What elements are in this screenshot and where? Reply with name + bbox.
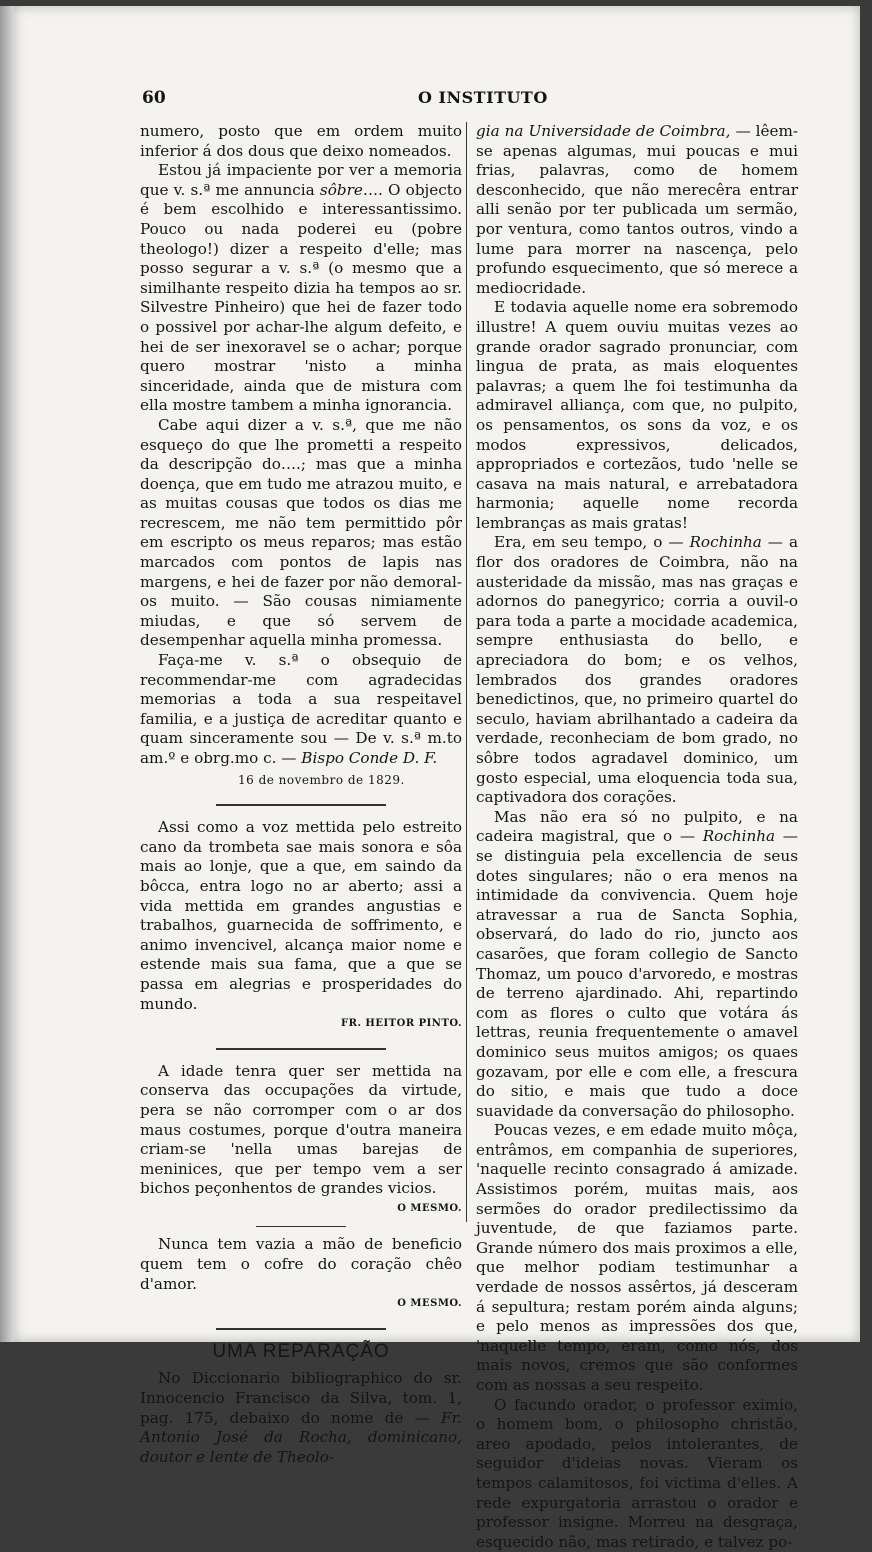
printed-page xyxy=(14,6,860,1551)
book-spine-edge xyxy=(0,6,14,1342)
text-run: Era, em seu tempo, o — xyxy=(494,533,690,552)
italic-run: Fr. Antonio José da Rocha, dominicano, doutor e lente de Theolo- xyxy=(140,1408,462,1466)
paragraph xyxy=(140,161,462,416)
left-column xyxy=(140,122,462,1467)
paragraph xyxy=(476,808,798,1122)
ornamental-rule xyxy=(216,804,386,806)
ornamental-rule xyxy=(216,1048,386,1050)
paragraph: Cabe aqui dizer a v. s.ª, que me não esqueço do que lhe prometti a respeito da descripção do….; mas que a minha doença, que em tudo me atrazou muito, e as muitas cousas que todos os dias me recrescem, me não tem permittido pôr em escripto os meus reparos; mas estão marcados com pontos de lapis nas margens, e hei de fazer por não demoral-os muito. — São cousas nimiamente miudas, e que só servem de desempenhar aquella minha promessa. xyxy=(140,415,462,650)
running-title: O INSTITUTO xyxy=(418,88,548,107)
paragraph: Poucas vezes, e em edade muito môça, entrâmos, em companhia de superiores, 'naquelle recinto consagrado á amizade. Assistimos porém, muitas mais, aos sermões do orador predilectissimo da juventude, de que faziamos parte. Grande número dos mais proximos a elle, que melhor podiam testimunhar a verdade de nossos assêrtos, já desceram á sepultura; restam porém ainda alguns; e pelo menos as impressões dos que, 'naquelle tempo, eram, como nós, dos mais novos, cremos que são conformes com as nossas a seu respeito. xyxy=(476,1121,798,1394)
ornamental-rule xyxy=(216,1328,386,1330)
text-run: — se distinguia pela excellencia de seus dotes singulares; não o era menos na intimidade da convivencia. Quem hoje atravessar a rua de Sancta Sophia, observará, do lado do rio, juncto aos casarões, que foram collegio de Sancto Thomaz, um pouco d'arvoredo, e mostras de terreno ajardinado. Ahi, repartindo com as flores o culto que votára ás lettras, reunia frequentemente o amavel dominico seus muitos amigos; os quaes gozavam, por elle e com elle, a frescura do sitio, e mais que tudo a doce suavidade da conversação do philosopho. xyxy=(476,827,798,1120)
quote-attribution: O MESMO. xyxy=(397,1202,462,1214)
quotation: A idade tenra quer ser mettida na conserva das occupações da virtude, pera se não corromper com o ar dos maus costumes, porque d'outra maneira criam-se 'nella umas barejas de meninices, que per tempo vem a ser bichos peçonhentos de grandes vicios. xyxy=(140,1061,462,1198)
text-run: Mas não era só no pulpito, e na cadeira magistral, que o — xyxy=(476,807,798,846)
right-column xyxy=(476,122,798,1552)
text-run: No Diccionario bibliographico do sr. Innocencio Francisco da Silva, tom. 1, pag. 175, debaixo do nome de — xyxy=(140,1369,462,1427)
paragraph: O facundo orador, o professor eximio, o homem bom, o philosopho christão, areo apodado, pelos intolerantes, de seguidor d'ideias novas. Vieram os tempos calamitosos, foi victima d'elles. A rede expurgatoria arrastou o orador e professor insigne. Morreu na desgraça, esquecido não, mas retirado, e talvez po- xyxy=(476,1395,798,1551)
paragraph: numero, posto que em ordem muito inferior á dos dous que deixo nomeados. xyxy=(140,122,462,160)
text-run: Estou já impaciente por ver a memoria que v. s.ª me annuncia xyxy=(140,161,462,199)
italic-run: Rochinha xyxy=(702,827,776,846)
paragraph xyxy=(140,1369,462,1467)
quote-attribution: FR. HEITOR PINTO. xyxy=(341,1018,462,1030)
column-divider xyxy=(466,122,467,1222)
italic-run: gia na Universidade de Coimbra, xyxy=(476,122,731,140)
section-heading: UMA REPARAÇÃO xyxy=(212,1340,390,1362)
text-run: — a flor dos oradores de Coimbra, não na austeridade da missão, mas nas graças e adornos do panegyrico; corria a ouvil-o para toda a parte a mocidade academica, sempre enthusiasta do bello, e apreciadora do bom; e os velhos, lembrados dos grandes oradores benedictinos, que, no primeiro quartel do seculo, haviam abrilhantado a cadeira da verdade, reconheciam de bom grado, no sôbre todos agradavel dominico, um gosto especial, uma eloquencia toda sua, captivadora dos corações. xyxy=(476,533,798,807)
quotation: Nunca tem vazia a mão de beneficio quem tem o cofre do coração chêo d'amor. xyxy=(140,1235,462,1293)
letter-date: 16 de novembro de 1829. xyxy=(238,772,405,787)
short-rule xyxy=(256,1226,346,1227)
paragraph xyxy=(476,533,798,807)
quote-attribution: O MESMO. xyxy=(397,1298,462,1310)
page-number: 60 xyxy=(142,88,166,108)
quotation: Assi como a voz mettida pelo estreito cano da trombeta sae mais sonora e sôa mais ao lonje, que a que, em saindo da bôcca, entra logo no ar aberto; assi a vida mettida em grandes angustias e trabalhos, guarnecida de soffrimento, e animo invencivel, alcança maior nome e estende mais sua fama, que a que se passa em alegrias e prosperidades do mundo. xyxy=(140,818,462,1013)
paragraph xyxy=(140,651,462,769)
paragraph xyxy=(476,122,798,298)
text-run: — lêem-se apenas algumas, mui poucas e mui frias, palavras, como de homem desconhecido, que não merecêra entrar alli senão por ter publicada um sermão, por ventura, como tantos outros, vindo a lume para morrer na nascença, pelo profundo esquecimento, que só merece a mediocridade. xyxy=(476,122,798,297)
italic-run: Rochinha xyxy=(689,533,762,552)
italic-run: Bispo Conde D. F. xyxy=(301,749,438,767)
italic-run: sôbre xyxy=(319,180,363,199)
text-run: Faça-me v. s.ª o obsequio de recommendar-me com agradecidas memorias a toda a sua respeitavel familia, e a justiça de acreditar quanto e quam sinceramente sou — De v. s.ª m.to am.º e obrg.mo c. — xyxy=(140,651,462,767)
paragraph: E todavia aquelle nome era sobremodo illustre! A quem ouviu muitas vezes ao grande orador sagrado pronunciar, com lingua de prata, as mais eloquentes palavras; a quem lhe foi testimunha da admiravel alliança, com que, no pulpito, os pensamentos, os sons da voz, e os modos expressivos, delicados, appropriados e cortezãos, tudo 'nelle se casava na mais natural, e arrebatadora harmonia; aquelle nome recorda lembranças as mais gratas! xyxy=(476,298,798,532)
text-run: …. O objecto é bem escolhido e interessantissimo. Pouco ou nada poderei eu (pobre theologo!) dizer a respeito d'elle; mas posso segurar a v. s.ª (o mesmo que a similhante respeito dizia ha tempos ao sr. Silvestre Pinheiro) que hei de fazer todo o possivel por achar-lhe algum defeito, e hei de ser inexoravel se o achar; porque quero mostrar 'nisto a minha sinceridade, ainda que de mistura com ella mostre tambem a minha ignorancia. xyxy=(140,180,463,415)
page-header xyxy=(14,88,860,110)
